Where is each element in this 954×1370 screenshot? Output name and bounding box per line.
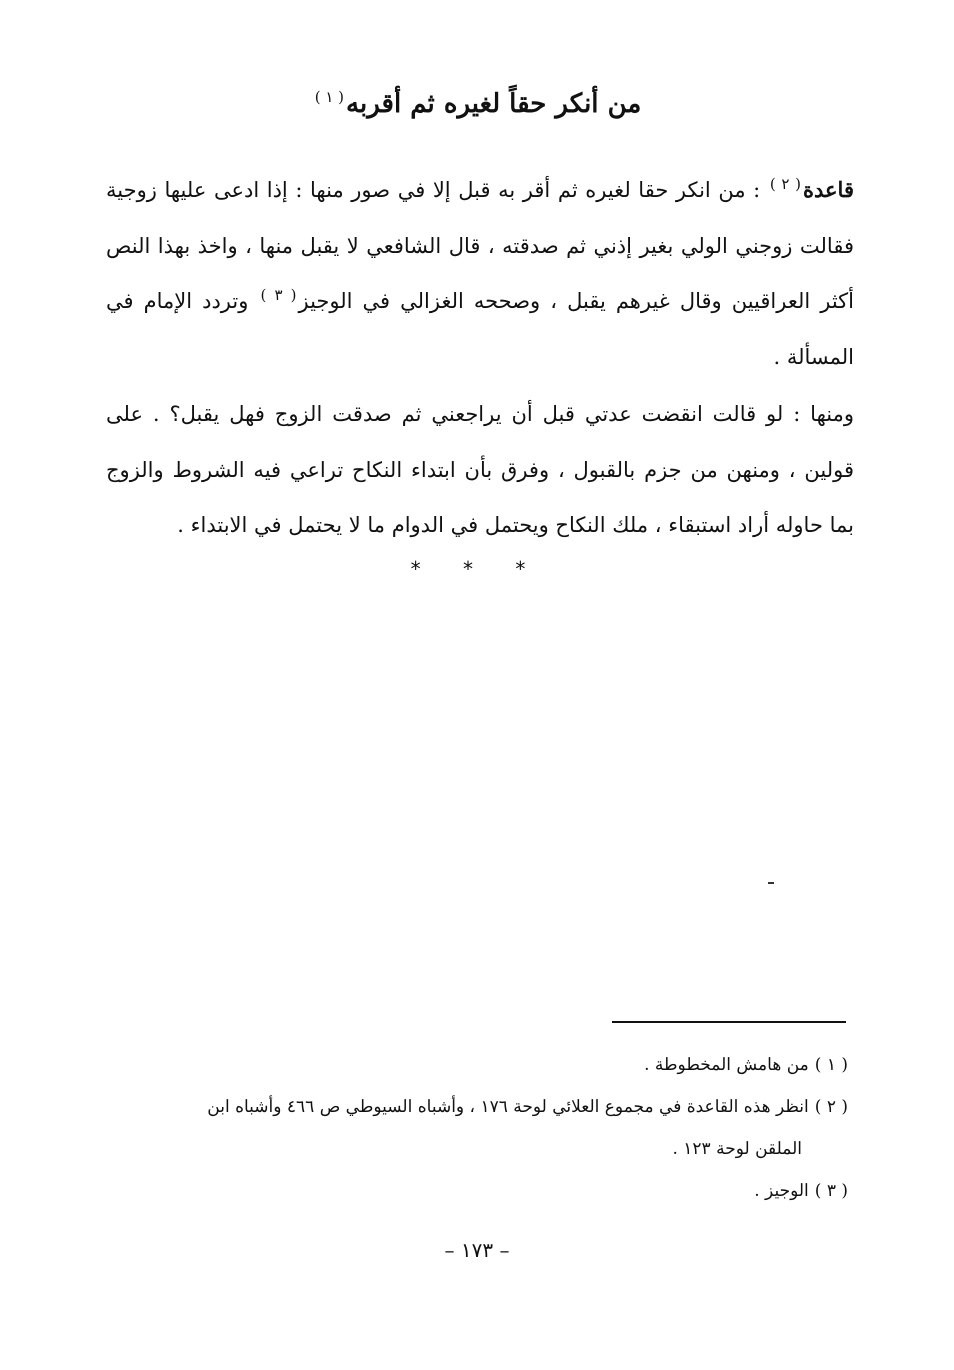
rule-text-end: وتردد الإمام في المسألة . xyxy=(106,289,854,369)
main-text xyxy=(106,162,854,554)
scan-speck xyxy=(768,882,774,884)
paragraph-rule xyxy=(106,162,854,385)
rule-text: : من انكر حقا لغيره ثم أقر به قبل إلا في صور منها : إذا ادعى عليها زوجية فقالت زوجني الولي بغير إذني ثم صدقته ، قال الشافعي لا يقبل منها ، واخذ بهذا النص أكثر العراقيين وقال غيرهم يقبل ، وصححه الغزالي في الوجيز xyxy=(106,178,855,313)
page-number: – ١٧٣ – xyxy=(444,1238,510,1262)
title-text: من أنكر حقاً لغيره ثم أقربه xyxy=(346,89,642,119)
footnote-text: الملقن لوحة ١٢٣ . xyxy=(672,1139,802,1159)
footnote-text: الوجيز . xyxy=(754,1181,809,1201)
section-separator: * * * xyxy=(410,557,544,581)
rule-label: قاعدة xyxy=(803,177,854,202)
footnote-text: من هامش المخطوطة . xyxy=(644,1055,809,1075)
footnote-number: ( ٢ ) xyxy=(814,1097,848,1117)
page-title xyxy=(0,80,954,128)
title-footnote-ref[interactable]: ( ١ ) xyxy=(314,88,345,107)
paragraph-case xyxy=(106,387,854,554)
footnote-number: ( ٣ ) xyxy=(814,1181,848,1201)
footnote-3 xyxy=(106,1170,848,1212)
footnotes xyxy=(106,1044,848,1212)
footnote-1 xyxy=(106,1044,848,1086)
footnote-divider xyxy=(612,1021,846,1023)
footnote-2 xyxy=(106,1086,848,1128)
footnote-ref-2[interactable]: ( ٢ ) xyxy=(769,175,801,193)
footnote-2-continued xyxy=(106,1128,848,1170)
footnote-text: انظر هذه القاعدة في مجموع العلائي لوحة ١٧٦ ، وأشباه السيوطي ص ٤٦٦ وأشباه ابن xyxy=(207,1097,809,1117)
footnote-number: ( ١ ) xyxy=(814,1055,848,1075)
footnote-ref-3[interactable]: ( ٣ ) xyxy=(260,286,297,304)
case-text: ومنها : لو قالت انقضت عدتي قبل أن يراجعني ثم صدقت الزوج فهل يقبل؟ . على قولين ، ومنهن من جزم بالقبول ، وفرق بأن ابتداء النكاح تراعي فيه الشروط والزوج بما حاوله أراد استبقاء ، ملك النكاح ويحتمل في الدوام ما لا يحتمل في الابتداء . xyxy=(106,402,854,537)
